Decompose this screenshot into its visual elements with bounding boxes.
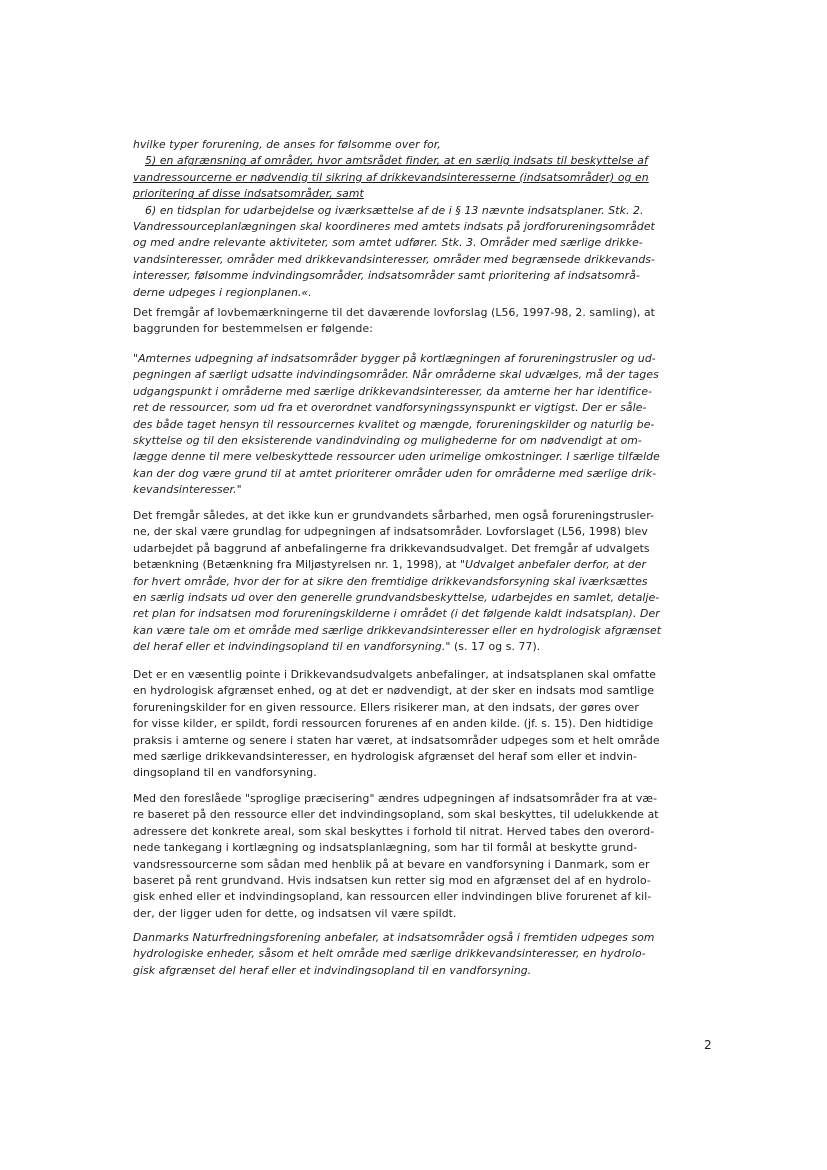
- text-line: for visse kilder, er spildt, fordi ressourcen forurenes af en anden kilde. (jf. s. 15). Den hidtidige: [133, 717, 654, 731]
- text-line: Det er en væsentlig pointe i Drikkevandsudvalgets anbefalinger, at indsatsplanen skal omfatte: [133, 668, 657, 681]
- text-line: gisk enhed eller et indvindingsopland, kan ressourcen eller indvindingen blive forurenet af kil-: [133, 890, 652, 904]
- text-segment: del heraf eller et indvindingsopland til en vandforsyning.: [133, 640, 446, 654]
- law-quote-block: [133, 137, 718, 301]
- paragraph-saarbarhed: [133, 508, 718, 656]
- paragraph-pointe: [133, 667, 718, 782]
- text-line: des både taget hensyn til ressourcernes kvalitet og mængde, forureningskilder og naturlig be-: [133, 417, 655, 431]
- text-line: [133, 541, 718, 557]
- text-line: pegningen af særligt udsatte indvindingsområder. Når områderne skal udvælges, må der tages: [133, 368, 659, 382]
- text-segment: kan være tale om et område med særlige drikkevandsinteresser eller en hydrologisk afgrænset: [133, 623, 662, 637]
- text-segment: ret plan for indsatsen mod forureningskilderne i området (i det følgende kaldt indsatsplan). Der: [133, 607, 660, 621]
- text-segment: " (s. 17 og s. 77).: [445, 640, 541, 654]
- text-line: en hydrologisk afgrænset enhed, og at det er nødvendigt, at der sker en indsats mod samtlige: [133, 684, 655, 698]
- text-line: vandressourcerne er nødvendig til sikring af drikkevandsinteresserne (indsatsområder) og en: [133, 170, 649, 184]
- text-line: interesser, følsomme indvindingsområder, indsatsområder samt prioritering af indsatsområ-: [133, 269, 641, 283]
- text-line: [133, 508, 718, 524]
- quote-amterne-block: [133, 351, 718, 499]
- text-segment: Udvalget anbefaler derfor, at der: [465, 558, 647, 572]
- text-line: vandsressourcerne som sådan med henblik på at bevare en vandforsyning i Danmark, som er: [133, 857, 650, 871]
- text-line: [133, 623, 718, 639]
- text-line: prioritering af disse indsatsområder, samt: [133, 187, 364, 201]
- text-line: gisk afgrænset del heraf eller et indvindingsopland til en vandforsyning.: [133, 963, 532, 977]
- text-segment: ne, der skal være grundlag for udpegningen af indsatsområder. Lovforslaget (L56, 1998) blev: [133, 525, 648, 539]
- text-line: [133, 606, 718, 622]
- text-line: Med den foreslåede "sproglige præcisering" ændres udpegningen af indsatsområder fra at væ-: [133, 792, 658, 805]
- text-line: dingsopland til en vandforsyning.: [133, 766, 317, 780]
- text-segment: for hvert område, hvor der for at sikre den fremtidige drikkevandsforsyning skal iværksættes: [133, 574, 648, 588]
- paragraph-lovbemaerkninger: [133, 305, 718, 338]
- text-line: lægge denne til mere velbeskyttede ressourcer uden urimelige omkostninger. I særlige tilfælde: [133, 450, 660, 464]
- text-line: hydrologiske enheder, såsom et helt område med særlige drikkevandsinteresser, en hydrolo-: [133, 947, 646, 961]
- recommendation-block: [133, 930, 718, 979]
- text-line: med særlige drikkevandsinteresser, en hydrologisk afgrænset del heraf som eller et indvin-: [133, 750, 638, 764]
- text-line: [133, 524, 718, 540]
- text-line: praksis i amterne og senere i staten har været, at indsatsområder udpeges som et helt område: [133, 733, 660, 747]
- paragraph-sproglige: [133, 791, 718, 922]
- text-segment: udarbejdet på baggrund af anbefalingerne fra drikkevandsudvalget. Det fremgår af udvalgets: [133, 541, 650, 555]
- text-line: adressere det konkrete areal, som skal beskyttes i forhold til nitrat. Herved tabes den overord-: [133, 824, 655, 838]
- text-line: baggrunden for bestemmelsen er følgende:: [133, 322, 373, 336]
- text-line: [133, 590, 718, 606]
- text-line: 6) en tidsplan for udarbejdelse og iværksættelse af de i § 13 nævnte indsatsplaner. Stk. 2.: [145, 203, 644, 217]
- text-line: Vandressourceplanlægningen skal koordineres med amtets indsats på jordforureningsområdet: [133, 220, 655, 234]
- text-segment: en særlig indsats ud over den generelle grundvandsbeskyttelse, udarbejdes en samlet, detalje-: [133, 591, 660, 605]
- text-line: derne udpeges i regionplanen.«.: [133, 285, 312, 299]
- text-line: der, der ligger uden for dette, og indsatsen vil være spildt.: [133, 906, 457, 920]
- text-line: Danmarks Naturfredningsforening anbefaler, at indsatsområder også i fremtiden udpeges som: [133, 931, 655, 944]
- text-line: vandsinteresser, områder med drikkevandsinteresser, områder med begrænsede drikkevands-: [133, 252, 656, 266]
- text-line: og med andre relevante aktiviteter, som amtet udfører. Stk. 3. Områder med særlige drikke-: [133, 236, 643, 250]
- text-line: forureningskilder for en given ressource. Ellers risikerer man, at den indsats, der gøres over: [133, 700, 639, 714]
- text-line: skyttelse og til den eksisterende vandindvinding og mulighederne for om nødvendigt at om-: [133, 434, 642, 448]
- text-line: 5) en afgrænsning af områder, hvor amtsrådet finder, at en særlig indsats til beskyttelse af: [145, 154, 648, 168]
- text-segment: Det fremgår således, at det ikke kun er grundvandets sårbarhed, men også forureningstrusler-: [133, 509, 655, 522]
- text-line: ret de ressourcer, som ud fra et overordnet vandforsyningssynspunkt er vigtigst. Der er såle-: [133, 401, 647, 415]
- text-line: baseret på rent grundvand. Hvis indsatsen kun retter sig mod en afgrænset del af en hydrolo-: [133, 874, 651, 888]
- text-line: kevandsinteresser.": [133, 483, 242, 497]
- text-line: [133, 574, 718, 590]
- text-line: nede tankegang i kortlægning og indsatsplanlægning, som har til formål at beskytte grund-: [133, 841, 638, 855]
- page-number: 2: [704, 1038, 712, 1052]
- text-line: udgangspunkt i områderne med særlige drikkevandsinteresser, da amterne her har identifice-: [133, 384, 653, 398]
- text-line: hvilke typer forurening, de anses for følsomme over for,: [133, 138, 441, 151]
- text-segment: betænkning (Betænkning fra Miljøstyrelsen nr. 1, 1998), at ": [133, 558, 466, 572]
- text-line: re baseret på den ressource eller det indvindingsopland, som skal beskyttes, til udelukkende at: [133, 808, 659, 822]
- text-line: "Amternes udpegning af indsatsområder bygger på kortlægningen af forureningstrusler og ud-: [133, 352, 656, 365]
- text-line: kan der dog være grund til at amtet prioriterer områder uden for områderne med særlige drik-: [133, 466, 657, 480]
- text-line: [133, 639, 718, 655]
- text-line: Det fremgår af lovbemærkningerne til det daværende lovforslag (L56, 1997-98, 2. samling), at: [133, 306, 656, 319]
- text-line: [133, 557, 718, 573]
